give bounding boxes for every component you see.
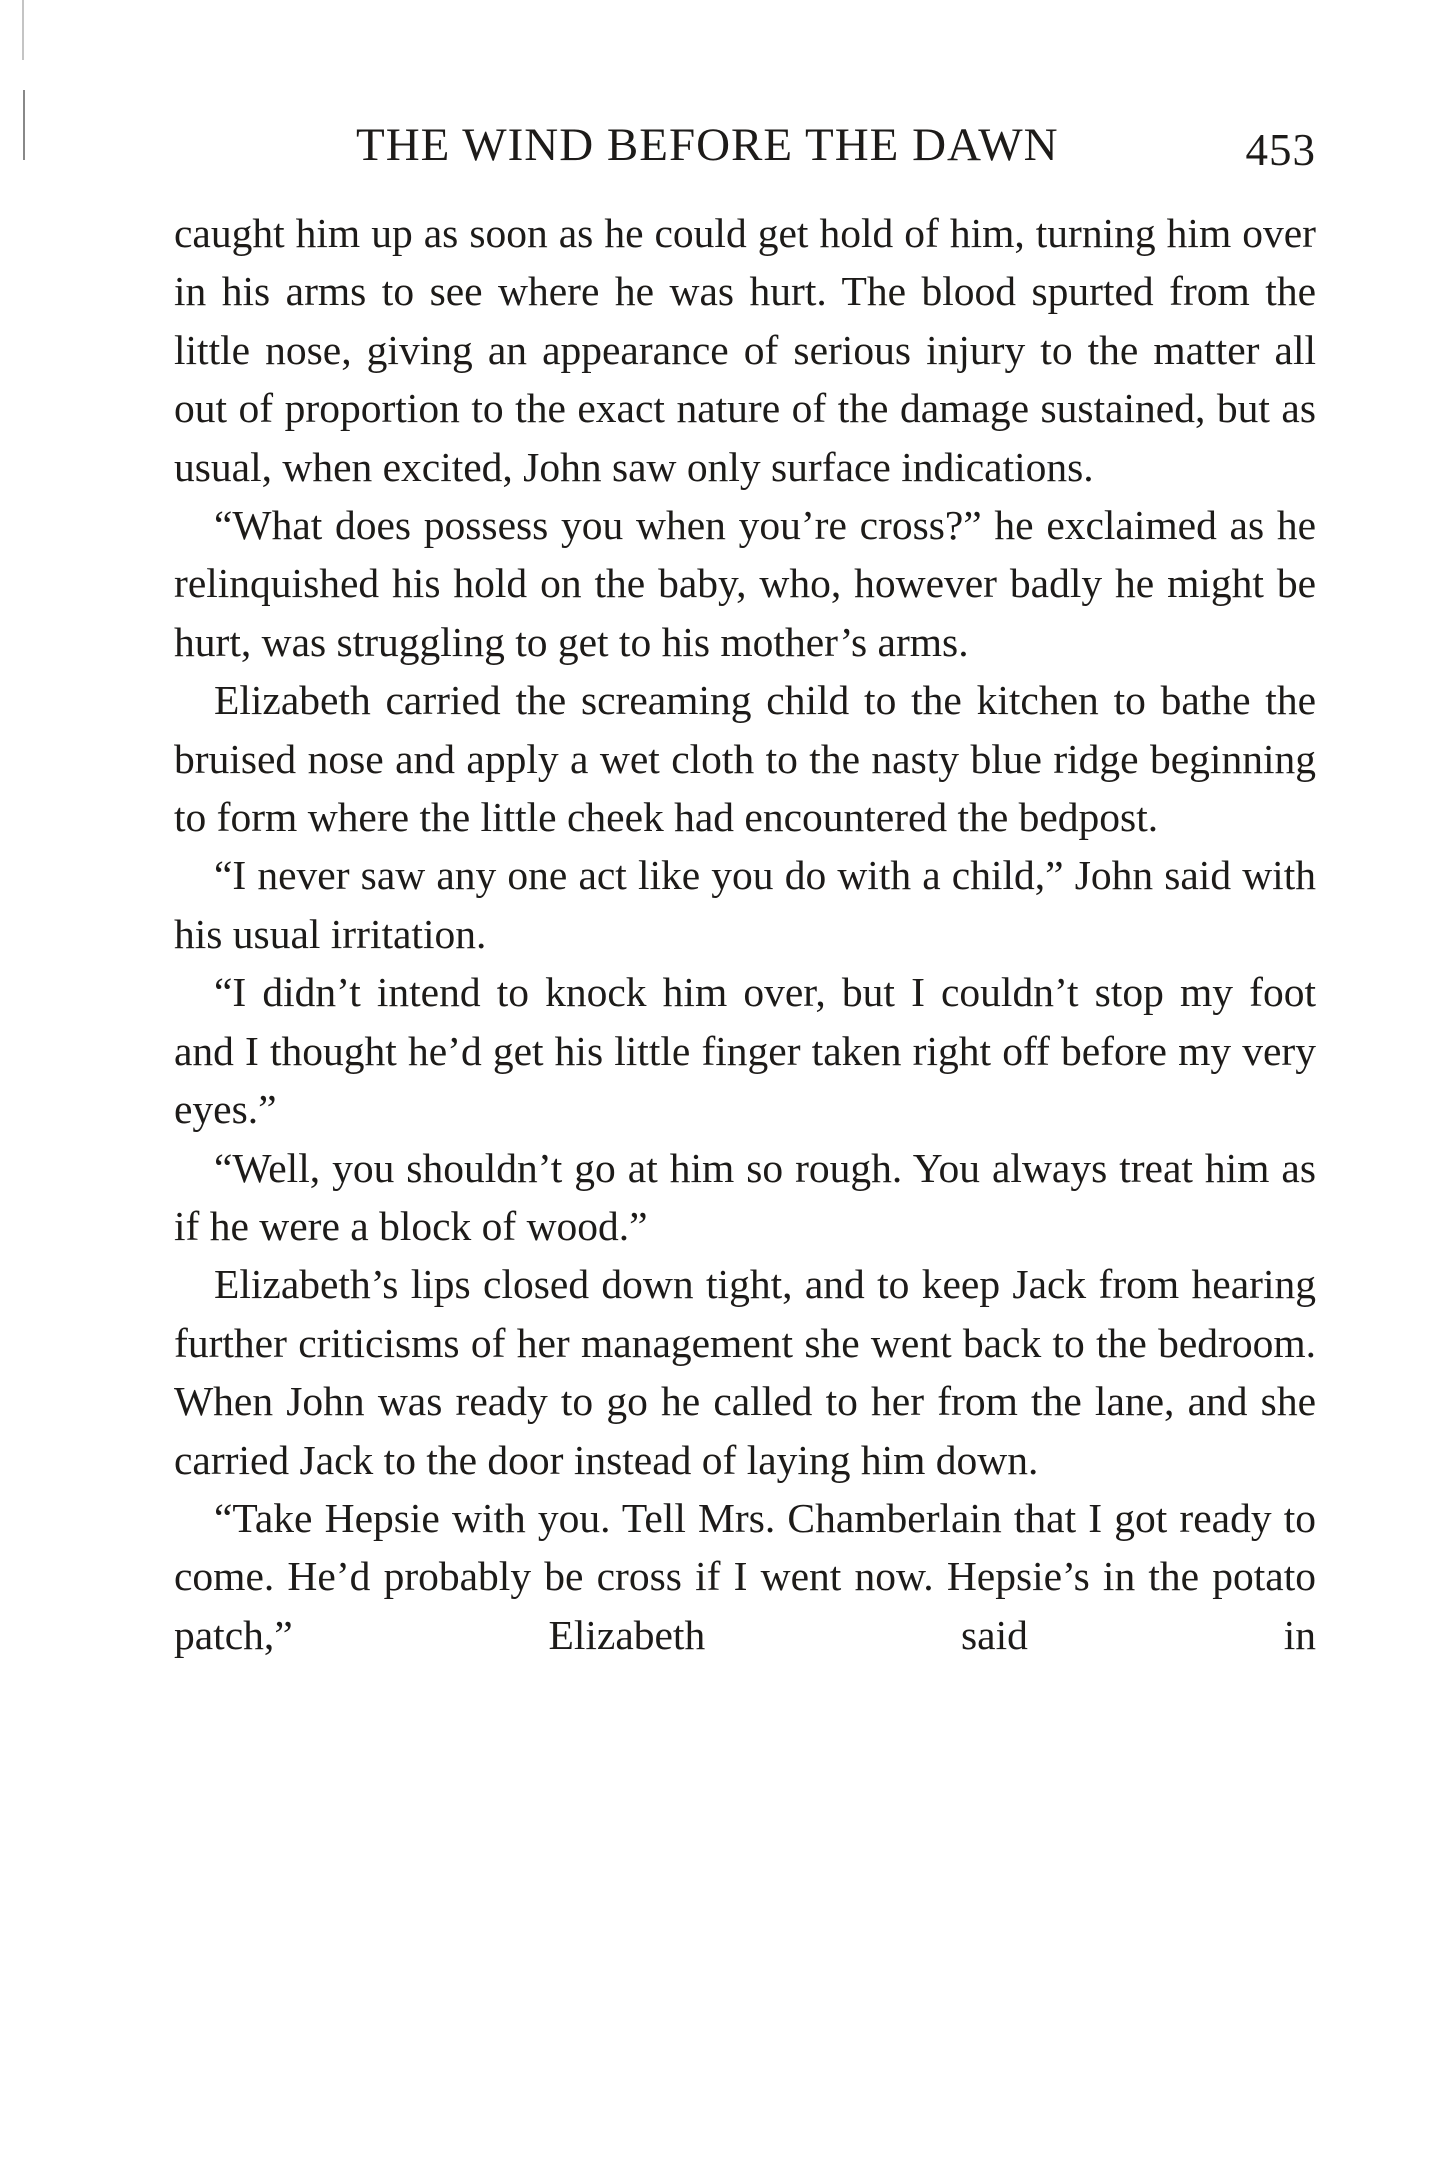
paragraph: Elizabeth carried the screaming child to the kitchen to bathe the bruised nose and apply a wet cloth to the nasty blue ridge beginning to form where the little cheek had encountered the bedpost.: [174, 677, 1316, 841]
page-header: [174, 118, 1316, 188]
running-title: THE WIND BEFORE THE DAWN: [356, 119, 1059, 171]
paragraph: “Well, you shouldn’t go at him so rough. You always treat him as if he were a block of wood.”: [174, 1144, 1316, 1249]
body-text: [174, 204, 1316, 1664]
paragraph: caught him up as soon as he could get hold of him, turning him over in his arms to see where he was hurt. The blood spurted from the little nose, giving an appearance of serious injury to the matter all out of proportion to the exact nature of the damage sustained, but as usual, when excited, John saw only surface indications.: [174, 210, 1316, 490]
page-number: 453: [1245, 125, 1316, 175]
paragraph: “I didn’t intend to knock him over, but I couldn’t stop my foot and I thought he’d get his little finger taken right off before my very eyes.”: [174, 969, 1316, 1133]
paragraph-last: “Take Hepsie with you. Tell Mrs. Chamberlain that I got ready to come. He’d probably be cross if I went now. Hepsie’s in the potato patch,” Elizabeth said in: [174, 1494, 1316, 1658]
paragraph: “I never saw any one act like you do with a child,” John said with his usual irritation.: [174, 852, 1316, 957]
margin-scan-mark: [22, 0, 26, 200]
paragraph: Elizabeth’s lips closed down tight, and to keep Jack from hearing further criticisms of her management she went back to the bedroom. When John was ready to go he called to her from the lane, and she carried Jack to the door instead of laying him down.: [174, 1261, 1316, 1483]
paragraph: “What does possess you when you’re cross?” he exclaimed as he relinquished his hold on the baby, who, however badly he might be hurt, was struggling to get to his mother’s arms.: [174, 502, 1316, 665]
